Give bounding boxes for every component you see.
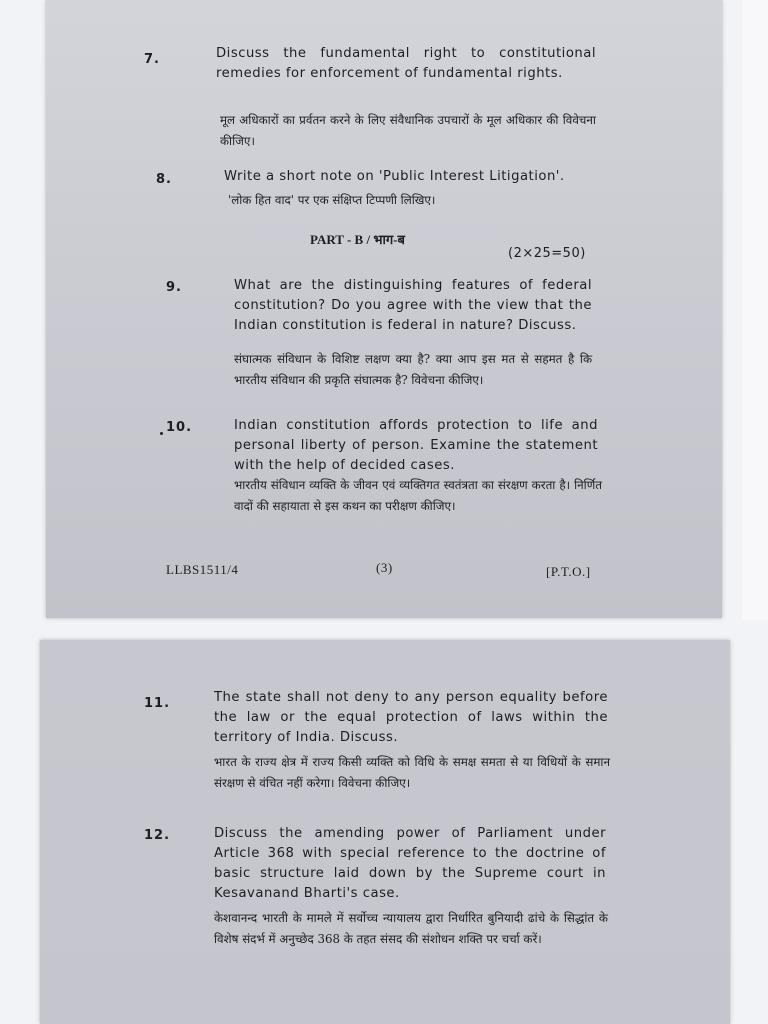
paper-code: LLBS1511/4 — [166, 562, 239, 577]
question-10-number: 10. — [166, 420, 193, 435]
exam-page-bottom — [40, 640, 730, 1024]
exam-page-top — [46, 0, 722, 618]
question-9-hindi: संघात्मक संविधान के विशिष्ट लक्षण क्या है? क्या आप इस मत से सहमत है कि भारतीय संविधान की प्रकृति संघात्मक है? विवेचना कीजिए। — [234, 352, 592, 387]
question-8-hindi: 'लोक हित वाद' पर एक संक्षिप्त टिप्पणी लिखिए। — [228, 193, 436, 207]
question-11-hindi: भारत के राज्य क्षेत्र में राज्य किसी व्यक्ति को विधि के समक्ष समता से या विधियों के समान संरक्षण से वंचित नहीं करेगा। विवेचना कीजिए। — [214, 755, 610, 790]
question-12-hindi: केशवानन्द भारती के मामले में सर्वोच्च न्यायालय द्वारा निर्धारित बुनियादी ढांचे के सिद्धांत के विशेष संदर्भ में अनुच्छेद 368 के तहत संसद की संशोधन शक्ति पर चर्चा करें। — [214, 911, 608, 946]
question-7-english: Discuss the fundamental right to constitutional remedies for enforcement of fundamental rights. — [216, 46, 596, 81]
question-10-english: Indian constitution affords protection to life and personal liberty of person. Examine the statement with the help of decided cases. — [234, 418, 598, 473]
part-b-marks: (2×25=50) — [508, 246, 586, 261]
question-11-number: 11. — [144, 696, 171, 711]
pto-label: [P.T.O.] — [546, 564, 591, 579]
question-12-english: Discuss the amending power of Parliament under Article 368 with special reference to the doctrine of basic structure laid down by the Supreme court in Kesavanand Bharti's case. — [214, 826, 606, 901]
pen-mark — [160, 432, 163, 435]
question-7-number: 7. — [144, 52, 160, 67]
part-b-heading: PART - B / भाग-ब — [310, 232, 405, 247]
question-9-english: What are the distinguishing features of federal constitution? Do you agree with the view that the Indian constitution is federal in nature? Discuss. — [234, 278, 592, 333]
question-10-hindi: भारतीय संविधान व्यक्ति के जीवन एवं व्यक्तिगत स्वतंत्रता का संरक्षण करता है। निर्णित वादों की सहायाता से इस कथन का परीक्षण कीजिए। — [234, 478, 602, 513]
question-7-hindi: मूल अधिकारों का प्रर्वतन करने के लिए संवैधानिक उपचारों के मूल अधिकार की विवेचना कीजिए। — [220, 113, 596, 148]
background-margin — [742, 0, 768, 620]
question-12-number: 12. — [144, 828, 171, 843]
question-8-number: 8. — [156, 172, 172, 187]
question-8-english: Write a short note on 'Public Interest Litigation'. — [224, 169, 565, 184]
question-9-number: 9. — [166, 280, 182, 295]
page-number: (3) — [376, 560, 393, 575]
question-11-english: The state shall not deny to any person equality before the law or the equal protection of laws within the territory of India. Discuss. — [214, 690, 608, 745]
